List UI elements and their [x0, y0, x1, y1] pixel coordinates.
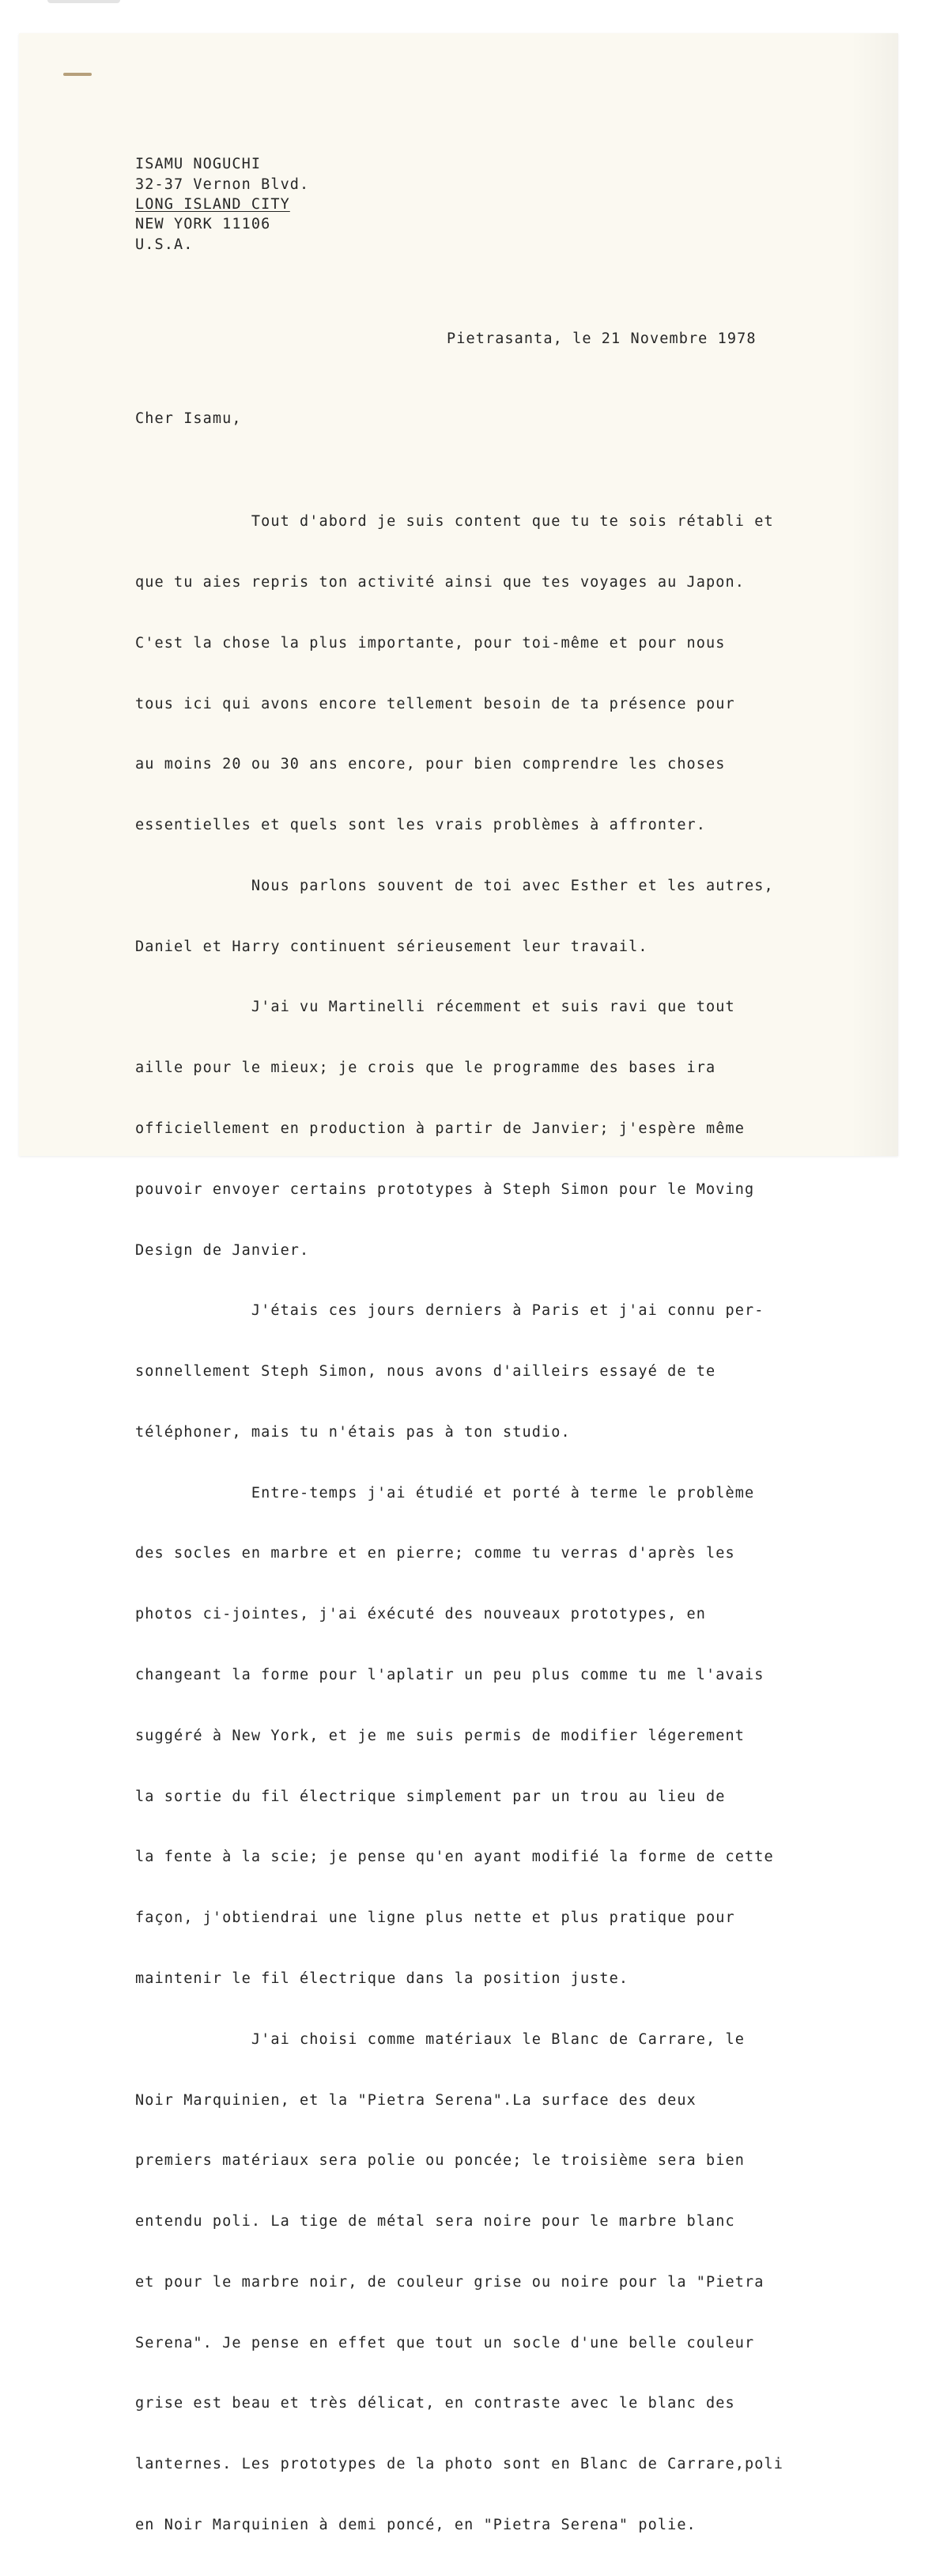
body-line: Design de Janvier. [135, 1241, 310, 1259]
body-line: officiellement en production à partir de Janvier; j'espère même [135, 1120, 745, 1137]
recipient-name: ISAMU NOGUCHI [135, 156, 262, 172]
body-line: maintenir le fil électrique dans la position juste. [135, 1970, 629, 1987]
body-line: et pour le marbre noir, de couleur grise ou noire pour la "Pietra [135, 2273, 765, 2291]
salutation: Cher Isamu, [135, 410, 242, 427]
dateline: Pietrasanta, le 21 Novembre 1978 [447, 330, 757, 347]
staple-mark [63, 73, 92, 76]
recipient-city: LONG ISLAND CITY [135, 196, 290, 213]
body-line: Daniel et Harry continuent sérieusement leur travail. [135, 938, 648, 955]
body-line: changeant la forme pour l'aplatir un peu plus comme tu me l'avais [135, 1667, 765, 1684]
body-line: lanternes. Les prototypes de la photo sont en Blanc de Carrare,poli [135, 2456, 783, 2473]
letter-body [135, 471, 783, 2576]
body-line: que tu aies repris ton activité ainsi que tes voyages au Japon. [135, 573, 745, 591]
body-line: premiers matériaux sera polie ou poncée; le troisième sera bien [135, 2152, 745, 2170]
body-line: pouvoir envoyer certains prototypes à Steph Simon pour le Moving [135, 1180, 755, 1198]
body-line: Nous parlons souvent de toi avec Esther et les autres, [135, 877, 774, 894]
body-line: entendu poli. La tige de métal sera noire pour le marbre blanc [135, 2213, 735, 2230]
body-line: grise est beau et très délicat, en contraste avec le blanc des [135, 2395, 735, 2412]
body-line: au moins 20 ou 30 ans encore, pour bien comprendre les choses [135, 756, 726, 773]
body-line: la fente à la scie; je pense qu'en ayant modifié la forme de cette [135, 1849, 774, 1866]
body-line: aille pour le mieux; je crois que le programme des bases ira [135, 1059, 716, 1077]
recipient-state-zip: NEW YORK 11106 [135, 216, 271, 232]
letter-page [19, 33, 898, 2533]
body-line: des socles en marbre et en pierre; comme tu verras d'après les [135, 1545, 735, 1562]
window-tab-edge [47, 0, 120, 3]
body-line: sonnellement Steph Simon, nous avons d'ailleirs essayé de te [135, 1363, 716, 1381]
body-line: J'ai choisi comme matériaux le Blanc de Carrare, le [135, 2030, 745, 2048]
body-line: Serena". Je pense en effet que tout un socle d'une belle couleur [135, 2334, 755, 2351]
body-line: J'étais ces jours derniers à Paris et j'ai connu per- [135, 1302, 765, 1320]
body-line: la sortie du fil électrique simplement par un trou au lieu de [135, 1788, 726, 1805]
body-line: essentielles et quels sont les vrais problèmes à affronter. [135, 817, 707, 834]
paper-fold-shadow [851, 33, 898, 1156]
body-line: tous ici qui avons encore tellement besoin de ta présence pour [135, 695, 735, 712]
body-line: suggéré à New York, et je me suis permis de modifier légerement [135, 1727, 745, 1744]
body-line: en Noir Marquinien à demi poncé, en "Pietra Serena" polie. [135, 2516, 697, 2533]
body-line: J'ai vu Martinelli récemment et suis ravi que tout [135, 999, 735, 1016]
recipient-country: U.S.A. [135, 236, 194, 253]
body-line: photos ci-jointes, j'ai éxécuté des nouveaux prototypes, en [135, 1606, 707, 1623]
body-line: façon, j'obtiendrai une ligne plus nette et plus pratique pour [135, 1909, 735, 1927]
body-line: Noir Marquinien, et la "Pietra Serena".La surface des deux [135, 2091, 697, 2109]
body-line: Tout d'abord je suis content que tu te sois rétabli et [135, 513, 774, 531]
body-line: C'est la chose la plus importante, pour toi-même et pour nous [135, 634, 726, 652]
body-line: téléphoner, mais tu n'étais pas à ton studio. [135, 1423, 571, 1441]
recipient-street: 32-37 Vernon Blvd. [135, 176, 310, 193]
body-line: Entre-temps j'ai étudié et porté à terme le problème [135, 1484, 755, 1501]
